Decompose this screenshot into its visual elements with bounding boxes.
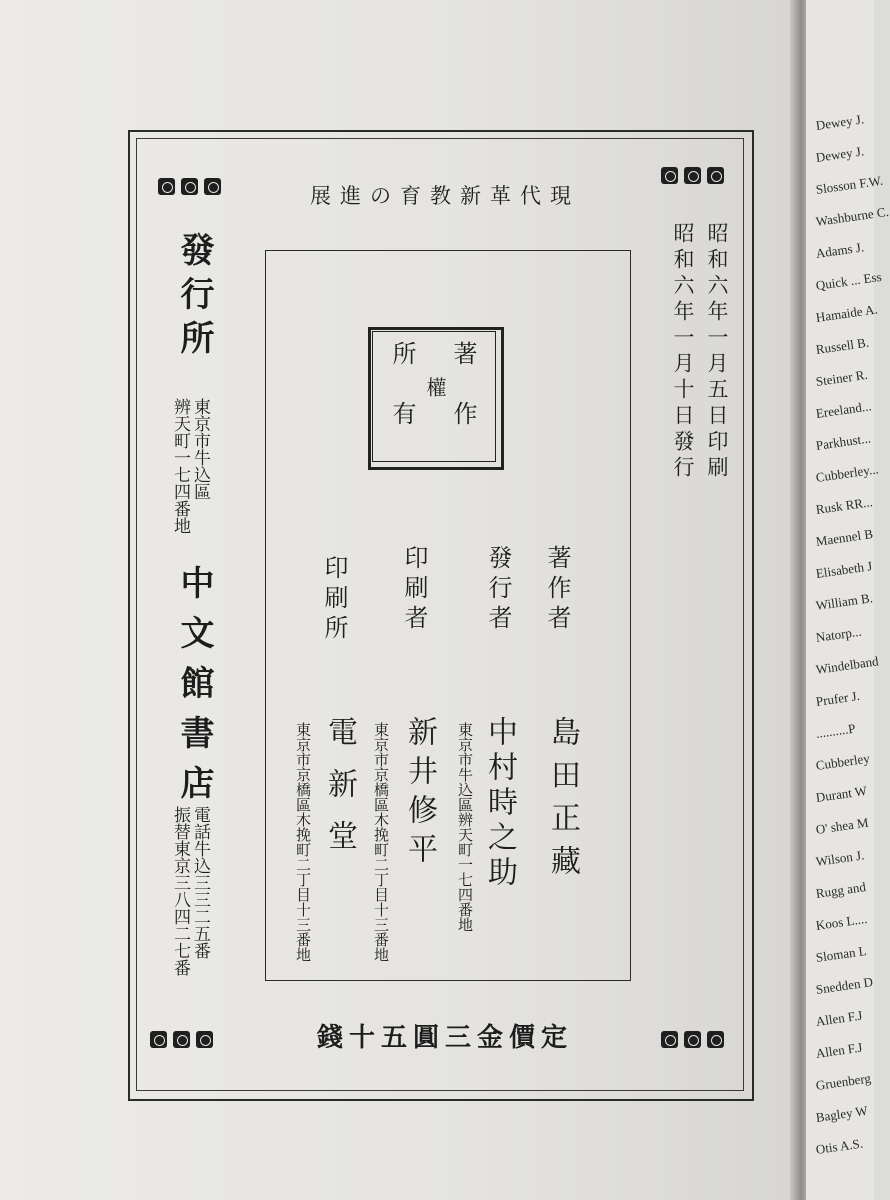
author-name: 島田正藏 — [545, 716, 580, 888]
author-label: 著作者 — [543, 545, 571, 635]
facing-page-line: Allen F.J — [814, 1039, 864, 1061]
facing-page-line: Maennel B — [814, 526, 874, 549]
publish-date: 昭和六年一月十日發行 — [671, 222, 695, 482]
price: 定價金三圓五十錢 — [316, 1023, 573, 1053]
facing-page-line: Sloman L — [814, 942, 868, 965]
publisher-phone: 電話牛込三三二五番 — [190, 806, 210, 959]
facing-page-line: Gruenberg — [814, 1070, 872, 1093]
facing-page-line: Washburne C. — [814, 203, 890, 229]
publisher-name: 中文館書店 — [174, 565, 214, 815]
publisher-person-address: 東京市牛込區辨天町一七四番地 — [456, 722, 474, 932]
facing-page-line: Ereeland... — [814, 398, 873, 421]
facing-page-line: Slosson F.W. — [814, 172, 884, 197]
facing-page-line: Prufer J. — [814, 687, 861, 709]
printer-label: 印刷者 — [400, 545, 428, 635]
facing-page-line: Elisabeth J — [814, 558, 874, 581]
printer-name: 新井修平 — [402, 716, 437, 872]
facing-page-line: O' shea M — [814, 814, 870, 837]
facing-page-line: Otis A.S. — [814, 1135, 864, 1157]
publisher-person-name: 中村時之助 — [482, 716, 517, 891]
facing-page-line: Cubberley... — [814, 461, 880, 485]
publisher-address-line-1: 東京市牛込區 — [190, 398, 210, 500]
ornament-top-left — [158, 178, 221, 195]
facing-page-line: ..........P — [814, 720, 857, 741]
facing-page-line: Quick ... Ess — [814, 268, 883, 293]
facing-page-line: Dewey J. — [814, 143, 865, 165]
facing-page-line: Rusk RR... — [814, 494, 874, 517]
facing-page-line: Koos L.... — [814, 910, 869, 933]
facing-page-line: Dewey J. — [814, 111, 865, 133]
printer-address: 東京市京橋區木挽町二丁目十三番地 — [372, 722, 390, 962]
facing-page-line: Durant W — [814, 782, 868, 805]
facing-page-line: Rugg and — [814, 879, 867, 901]
facing-page — [806, 0, 890, 1200]
facing-page-line: Allen F.J — [814, 1007, 864, 1029]
ornament-bottom-right — [661, 1031, 724, 1048]
publisher-role-label: 發行者 — [484, 545, 512, 635]
print-office-name: 電新堂 — [322, 716, 357, 872]
facing-page-line: Natorp... — [814, 623, 863, 645]
publisher-address-line-2: 辨天町一七四番地 — [170, 398, 190, 534]
facing-page-line: Hamaide A. — [814, 301, 879, 325]
facing-page-line: Snedden D — [814, 974, 874, 997]
facing-page-line: Russell B. — [814, 334, 870, 357]
seal-text-left: 所有 — [388, 341, 416, 461]
facing-page-line: Bagley W — [814, 1102, 869, 1125]
print-date: 昭和六年一月五日印刷 — [705, 222, 729, 482]
book-title: 現代革新教育の進展 — [310, 184, 580, 208]
seal-text-right: 著作 — [449, 341, 477, 461]
print-office-address: 東京市京橋區木挽町二丁目十三番地 — [294, 722, 312, 962]
seal-text-middle: 權 — [423, 377, 447, 397]
publisher-transfer-account: 振替東京三八四二七番 — [170, 806, 190, 976]
ornament-bottom-left — [150, 1031, 213, 1048]
publisher-heading: 發行所 — [174, 232, 214, 364]
ornament-top-right — [661, 167, 724, 184]
facing-page-line: Wilson J. — [814, 847, 866, 869]
print-office-label: 印刷所 — [320, 555, 348, 645]
facing-page-line: Windelband — [814, 653, 880, 677]
facing-page-line: Steiner R. — [814, 366, 869, 389]
facing-page-line: William B. — [814, 590, 874, 613]
facing-page-line: Cubberley — [814, 750, 871, 773]
facing-page-line: Parkhust... — [814, 430, 872, 453]
facing-page-line: Adams J. — [814, 239, 865, 261]
